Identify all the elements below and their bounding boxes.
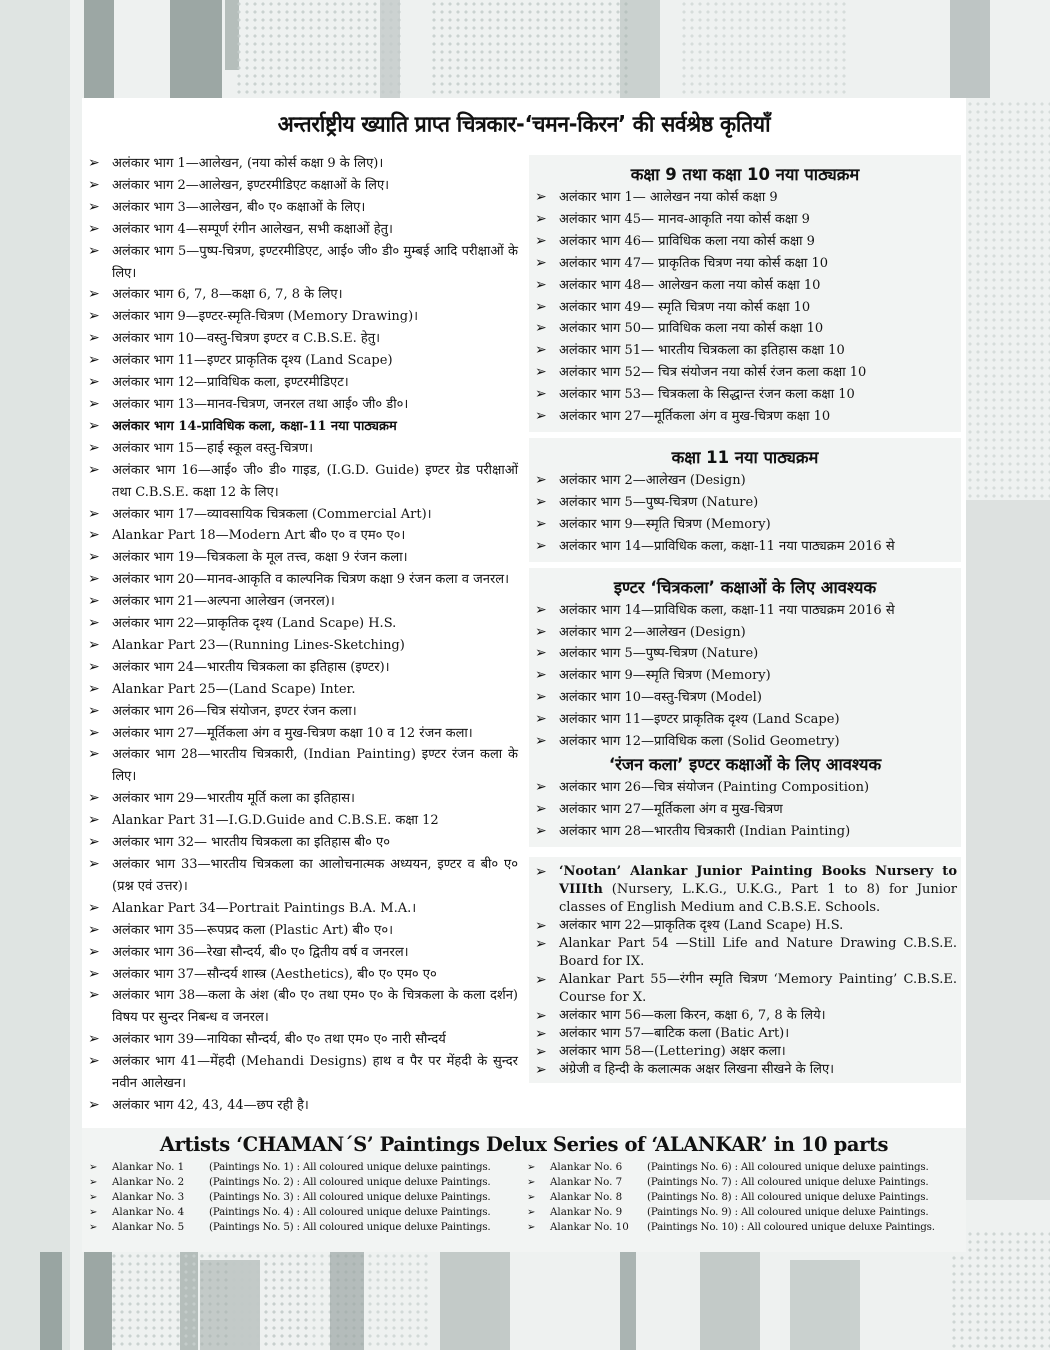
list-item-text: Alankar Part 54 —Still Life and Nature Drawing C.B.S.E. Board for IX.: [559, 935, 957, 969]
deluxe-name: Alankar No. 3: [112, 1191, 185, 1203]
list-item: [533, 318, 957, 340]
list-item: [533, 1043, 957, 1061]
panel-title: कक्षा 11 नया पाठ्यक्रम: [671, 447, 819, 467]
deluxe-desc: (Paintings No. 10) : All coloured unique deluxe Paintings.: [647, 1221, 935, 1233]
list-item-text: अलंकार भाग 3—आलेखन, बी० ए० कक्षाओं के लिए।: [112, 199, 366, 215]
arrow-bullet-icon: ➢: [535, 601, 547, 618]
arrow-bullet-icon: ➢: [88, 286, 100, 303]
list-item-text: अलंकार भाग 19—चित्रकला के मूल तत्त्व, कक्षा 9 रंजन कला।: [112, 550, 408, 566]
list-item-text: अलंकार भाग 11—इण्टर प्राकृतिक दृश्य (Land Scape): [559, 712, 840, 728]
arrow-bullet-icon: ➢: [535, 515, 547, 532]
list-item: [86, 942, 518, 964]
arrow-bullet-icon: ➢: [535, 1007, 547, 1024]
list-item-text: अलंकार भाग 1— आलेखन नया कोर्स कक्षा 9: [559, 190, 778, 205]
arrow-bullet-icon: ➢: [535, 711, 547, 728]
list-item: [86, 832, 518, 854]
list-item-text: अलंकार भाग 48— आलेखन कला नया कोर्स कक्षा 10: [559, 277, 821, 293]
list-item: [533, 665, 957, 687]
list-item-text: अलंकार भाग 28—भारतीय चित्रकारी (Indian Painting): [559, 823, 851, 839]
deluxe-row: [86, 1160, 524, 1175]
list-item-text: अलंकार भाग 2—आलेखन (Design): [559, 472, 746, 488]
arrow-bullet-icon: ➢: [535, 971, 547, 988]
arrow-bullet-icon: ➢: [535, 733, 547, 750]
list-item: [86, 854, 518, 898]
list-item-text: अलंकार भाग 36—रेखा सौन्दर्य, बी० ए० द्वितीय वर्ष व जनरल।: [112, 944, 409, 960]
list-item: [533, 709, 957, 731]
arrow-bullet-icon: ➢: [535, 623, 547, 640]
list-item: [533, 209, 957, 231]
list-item: [86, 613, 518, 635]
misc-list: [533, 863, 957, 1079]
list-item-text: अलंकार भाग 28—भारतीय चित्रकारी, (Indian Painting) इण्टर रंजन कला के लिए।: [112, 747, 518, 785]
list-item-text: अलंकार भाग 4—सम्पूर्ण रंगीन आलेखन, सभी कक्षाओं हेतु।: [112, 221, 393, 237]
arrow-bullet-icon: ➢: [88, 812, 100, 829]
list-item-text: अलंकार भाग 12—प्राविधिक कला, इण्टरमीडिएट।: [112, 375, 349, 391]
arrow-bullet-icon: ➢: [535, 276, 547, 293]
list-item-text: अलंकार भाग 51— भारतीय चित्रकला का इतिहास कक्षा 10: [559, 343, 845, 359]
arrow-bullet-icon: ➢: [88, 1053, 100, 1070]
deluxe-desc: (Paintings No. 1) : All coloured unique deluxe paintings.: [209, 1161, 491, 1173]
arrow-bullet-icon: ➢: [88, 724, 100, 741]
panel-list: [533, 187, 957, 428]
arrow-bullet-icon: ➢: [88, 593, 100, 610]
list-item-text: अलंकार भाग 14-प्राविधिक कला, कक्षा-11 नया पाठ्यक्रम: [112, 418, 397, 434]
deluxe-row: [524, 1160, 962, 1175]
arrow-bullet-icon: ➢: [535, 537, 547, 554]
arrow-bullet-icon: ➢: [88, 702, 100, 719]
list-item: [533, 470, 957, 492]
list-item-text: अलंकार भाग 22—प्राकृतिक दृश्य (Land Scape) H.S.: [559, 917, 844, 933]
list-item-text: अलंकार भाग 33—भारतीय चित्रकला का आलोचनात्मक अध्ययन, इण्टर व बी० ए० (प्रश्न एवं उत्तर)।: [112, 857, 518, 894]
list-item-text: अलंकार भाग 35—रूपप्रद कला (Plastic Art) बी० ए०।: [112, 922, 394, 938]
list-item-text: Alankar Part 34—Portrait Paintings B.A. M.A.।: [112, 900, 417, 916]
list-item: [533, 514, 957, 536]
list-item-text: अलंकार भाग 2—आलेखन (Design): [559, 624, 746, 640]
list-item: [86, 460, 518, 504]
arrow-bullet-icon: ➢: [88, 680, 100, 697]
arrow-bullet-icon: ➢: [535, 342, 547, 359]
list-item: [533, 492, 957, 514]
arrow-bullet-icon: ➢: [88, 856, 100, 872]
list-item: [86, 350, 518, 372]
arrow-bullet-icon: ➢: [535, 232, 547, 249]
main-book-list: [86, 153, 518, 1117]
arrow-bullet-icon: ➢: [527, 1192, 536, 1203]
list-item: [86, 504, 518, 526]
list-item-text: अलंकार भाग 27—मूर्तिकला अंग व मुख-चित्रण कक्षा 10: [559, 409, 831, 425]
list-item-text: अलंकार भाग 32— भारतीय चित्रकला का इतिहास बी० ए०: [112, 835, 391, 851]
arrow-bullet-icon: ➢: [88, 746, 100, 763]
list-item: [533, 536, 957, 558]
list-item: [86, 1095, 518, 1117]
list-item-text: Alankar Part 25—(Land Scape) Inter.: [112, 681, 356, 697]
arrow-bullet-icon: ➢: [535, 800, 547, 817]
deluxe-name: Alankar No. 2: [112, 1176, 185, 1188]
list-item-text: अलंकार भाग 22—प्राकृतिक दृश्य (Land Scape) H.S.: [112, 616, 397, 632]
panel-inter-chitrakala: [529, 568, 961, 847]
list-item-text: अलंकार भाग 1—आलेखन, (नया कोर्स कक्षा 9 के लिए)।: [112, 156, 384, 171]
arrow-bullet-icon: ➢: [89, 1162, 98, 1173]
list-item: [533, 187, 957, 209]
arrow-bullet-icon: ➢: [535, 863, 547, 880]
list-item-text: अलंकार भाग 14—प्राविधिक कला, कक्षा-11 नया पाठ्यक्रम 2016 से: [559, 538, 895, 554]
right-column: [529, 155, 961, 1089]
list-item: [86, 657, 518, 679]
list-item-text: अलंकार भाग 56—कला किरन, कक्षा 6, 7, 8 के लिये।: [559, 1007, 826, 1023]
panel-list: [533, 600, 957, 753]
panel-title: इण्टर ‘चित्रकला’ कक्षाओं के लिए आवश्यक: [613, 577, 877, 597]
catalog-sheet: [82, 98, 966, 1252]
list-item-text: अलंकार भाग 16—आई० जी० डी० गाइड, (I.G.D. Guide) इण्टर ग्रेड परीक्षाओं तथा C.B.S.E. कक्षा 12 के लिए।: [112, 462, 518, 500]
deluxe-name: Alankar No. 1: [112, 1161, 185, 1173]
arrow-bullet-icon: ➢: [88, 417, 100, 434]
list-item-text: अलंकार भाग 5—पुष्प-चित्रण (Nature): [559, 646, 759, 662]
arrow-bullet-icon: ➢: [535, 1061, 547, 1078]
list-item: [86, 197, 518, 219]
arrow-bullet-icon: ➢: [535, 298, 547, 315]
arrow-bullet-icon: ➢: [88, 439, 100, 456]
deluxe-series-section: [82, 1128, 966, 1252]
page-title: अन्तर्राष्ट्रीय ख्याति प्राप्त चित्रकार-‘चमन-किरन’ की सर्वश्रेष्ठ कृतियाँ: [277, 111, 771, 137]
list-item: [86, 920, 518, 942]
left-column: [86, 153, 518, 1117]
deluxe-name: Alankar No. 9: [550, 1206, 623, 1218]
arrow-bullet-icon: ➢: [535, 1043, 547, 1060]
list-item-emphasis: ‘Nootan’ Alankar Junior Painting Books Nursery to VIIIth: [559, 863, 957, 897]
deluxe-list-left: [86, 1160, 524, 1235]
deluxe-row: [86, 1190, 524, 1205]
deluxe-desc: (Paintings No. 5) : All coloured unique deluxe Paintings.: [209, 1221, 491, 1233]
list-item-text: Alankar Part 18—Modern Art बी० ए० व एम० ए०।: [112, 528, 406, 544]
list-item-text: अलंकार भाग 10—वस्तु-चित्रण इण्टर व C.B.S.E. हेतु।: [112, 331, 381, 347]
arrow-bullet-icon: ➢: [89, 1222, 98, 1233]
arrow-bullet-icon: ➢: [88, 374, 100, 391]
deluxe-name: Alankar No. 4: [112, 1206, 185, 1218]
list-item: [86, 701, 518, 723]
list-item: [86, 744, 518, 788]
arrow-bullet-icon: ➢: [535, 822, 547, 839]
arrow-bullet-icon: ➢: [535, 778, 547, 795]
list-item-text: अलंकार भाग 14—प्राविधिक कला, कक्षा-11 नया पाठ्यक्रम 2016 से: [559, 602, 895, 618]
list-item: [533, 406, 957, 428]
panel-list: [533, 470, 957, 558]
list-item: [533, 917, 957, 935]
list-item: [86, 306, 518, 328]
list-item-text: अलंकार भाग 37—सौन्दर्य शास्त्र (Aesthetics), बी० ए० एम० ए०: [112, 966, 437, 982]
arrow-bullet-icon: ➢: [88, 505, 100, 522]
deluxe-desc: (Paintings No. 6) : All coloured unique deluxe paintings.: [647, 1161, 929, 1173]
list-item-text: अलंकार भाग 49— स्मृति चित्रण नया कोर्स कक्षा 10: [559, 299, 811, 315]
deluxe-row: [524, 1175, 962, 1190]
list-item-text: अलंकार भाग 26—चित्र संयोजन (Painting Composition): [559, 779, 870, 795]
arrow-bullet-icon: ➢: [88, 330, 100, 347]
list-item-text: अलंकार भाग 41—मेंहदी (Mehandi Designs) हाथ व पैर पर मेंहदी के सुन्दर नवीन आलेखन।: [112, 1054, 518, 1092]
arrow-bullet-icon: ➢: [88, 198, 100, 215]
list-item-text: अलंकार भाग 10—वस्तु-चित्रण (Model): [559, 690, 762, 706]
deluxe-name: Alankar No. 7: [550, 1176, 623, 1188]
list-item: [533, 971, 957, 1007]
list-item-text: अलंकार भाग 42, 43, 44—छप रही है।: [112, 1097, 309, 1113]
list-item-text: अलंकार भाग 17—व्यावसायिक चित्रकला (Commercial Art)।: [112, 506, 432, 522]
arrow-bullet-icon: ➢: [88, 527, 100, 544]
list-item-text: अलंकार भाग 21—अल्पना आलेखन (जनरल)।: [112, 594, 335, 610]
arrow-bullet-icon: ➢: [88, 834, 100, 851]
arrow-bullet-icon: ➢: [88, 242, 100, 259]
list-item: [86, 525, 518, 547]
list-item: [86, 679, 518, 701]
arrow-bullet-icon: ➢: [88, 987, 100, 1004]
arrow-bullet-icon: ➢: [88, 176, 100, 193]
list-item: [533, 935, 957, 971]
panel-title: कक्षा 9 तथा कक्षा 10 नया पाठ्यक्रम: [630, 165, 860, 184]
arrow-bullet-icon: ➢: [527, 1162, 536, 1173]
list-item-text: अलंकार भाग 5—पुष्प-चित्रण (Nature): [559, 494, 759, 510]
arrow-bullet-icon: ➢: [527, 1222, 536, 1233]
deluxe-desc: (Paintings No. 2) : All coloured unique deluxe Paintings.: [209, 1176, 491, 1188]
list-item: [533, 600, 957, 622]
list-item-text: अलंकार भाग 24—भारतीय चित्रकला का इतिहास (इण्टर)।: [112, 659, 390, 675]
arrow-bullet-icon: ➢: [535, 364, 547, 381]
list-item-text: अलंकार भाग 58—(Lettering) अक्षर कला।: [559, 1043, 786, 1059]
arrow-bullet-icon: ➢: [535, 689, 547, 706]
list-item: [86, 284, 518, 306]
list-item: [86, 394, 518, 416]
list-item-text: अलंकार भाग 27—मूर्तिकला अंग व मुख-चित्रण कक्षा 10 व 12 रंजन कला।: [112, 725, 473, 741]
list-item-text: अलंकार भाग 29—भारतीय मूर्ति कला का इतिहास।: [112, 791, 355, 807]
list-item-text: अलंकार भाग 20—मानव-आकृति व काल्पनिक चित्रण कक्षा 9 रंजन कला व जनरल।: [112, 572, 509, 588]
deluxe-row: [524, 1205, 962, 1220]
list-item: [86, 985, 518, 1029]
list-item: [86, 175, 518, 197]
deluxe-row: [86, 1220, 524, 1235]
list-item-text: अंग्रेजी व हिन्दी के कलात्मक अक्षर लिखना सीखने के लिए।: [559, 1061, 835, 1077]
list-item: [86, 438, 518, 460]
list-item-text: अलंकार भाग 2—आलेखन, इण्टरमीडिएट कक्षाओं के लिए।: [112, 177, 390, 193]
arrow-bullet-icon: ➢: [535, 189, 547, 205]
arrow-bullet-icon: ➢: [88, 308, 100, 325]
list-item: [86, 898, 518, 920]
list-item-text: अलंकार भाग 27—मूर्तिकला अंग व मुख-चित्रण: [559, 801, 783, 817]
panel-subtitle: ‘रंजन कला’ इण्टर कक्षाओं के लिए आवश्यक: [608, 754, 882, 774]
deluxe-desc: (Paintings No. 8) : All coloured unique deluxe Paintings.: [647, 1191, 929, 1203]
panel-class-9-10: [529, 155, 961, 432]
list-item-text: Alankar Part 55—रंगीन स्मृति चित्रण ‘Memory Painting’ C.B.S.E. Course for X.: [559, 971, 957, 1005]
deluxe-desc: (Paintings No. 7) : All coloured unique deluxe Paintings.: [647, 1176, 929, 1188]
deluxe-row: [86, 1205, 524, 1220]
arrow-bullet-icon: ➢: [88, 615, 100, 632]
arrow-bullet-icon: ➢: [535, 493, 547, 510]
arrow-bullet-icon: ➢: [535, 645, 547, 662]
list-item-text: अलंकार भाग 9—इण्टर-स्मृति-चित्रण (Memory Drawing)।: [112, 309, 419, 325]
deluxe-desc: (Paintings No. 9) : All coloured unique deluxe Paintings.: [647, 1206, 929, 1218]
arrow-bullet-icon: ➢: [88, 155, 100, 171]
list-item: [533, 731, 957, 753]
arrow-bullet-icon: ➢: [535, 935, 547, 952]
list-item: [533, 1061, 957, 1079]
arrow-bullet-icon: ➢: [88, 461, 100, 478]
arrow-bullet-icon: ➢: [535, 320, 547, 337]
list-item: [533, 253, 957, 275]
list-item-text: अलंकार भाग 12—प्राविधिक कला (Solid Geometry): [559, 734, 840, 750]
list-item: [86, 1029, 518, 1051]
list-item: [86, 416, 518, 438]
list-item-text: अलंकार भाग 9—स्मृति चित्रण (Memory): [559, 516, 771, 532]
deluxe-name: Alankar No. 8: [550, 1191, 623, 1203]
list-item: [533, 622, 957, 644]
deluxe-desc: (Paintings No. 3) : All coloured unique deluxe Paintings.: [209, 1191, 491, 1203]
arrow-bullet-icon: ➢: [88, 549, 100, 566]
panel-sub-list: [533, 777, 957, 843]
deluxe-row: [524, 1220, 962, 1235]
deluxe-name: Alankar No. 10: [550, 1221, 629, 1233]
list-item-text: Alankar Part 23—(Running Lines-Sketching): [112, 637, 405, 653]
list-item: [86, 810, 518, 832]
list-item-text: अलंकार भाग 57—बाटिक कला (Batic Art)।: [559, 1025, 790, 1041]
arrow-bullet-icon: ➢: [535, 1025, 547, 1042]
arrow-bullet-icon: ➢: [88, 220, 100, 237]
list-item-text: अलंकार भाग 46— प्राविधिक कला नया कोर्स कक्षा 9: [559, 233, 815, 249]
list-item-text: अलंकार भाग 5—पुष्प-चित्रण, इण्टरमीडिएट, आई० जी० डी० मुम्बई आदि परीक्षाओं के लिए।: [112, 243, 518, 281]
list-item: [86, 547, 518, 569]
list-item: [533, 687, 957, 709]
list-item: [86, 569, 518, 591]
list-item: [86, 153, 518, 175]
list-item-text: अलंकार भाग 15—हाई स्कूल वस्तु-चित्रण।: [112, 440, 314, 456]
arrow-bullet-icon: ➢: [535, 471, 547, 488]
list-item-text: अलंकार भाग 45— मानव-आकृति नया कोर्स कक्षा 9: [559, 211, 810, 227]
deluxe-row: [86, 1175, 524, 1190]
panel-class-11: [529, 438, 961, 562]
list-item: [86, 372, 518, 394]
arrow-bullet-icon: ➢: [535, 210, 547, 227]
arrow-bullet-icon: ➢: [88, 899, 100, 916]
arrow-bullet-icon: ➢: [527, 1207, 536, 1218]
list-item-text: अलंकार भाग 39—नायिका सौन्दर्य, बी० ए० तथा एम० ए० नारी सौन्दर्य: [112, 1032, 446, 1048]
list-item: [533, 1007, 957, 1025]
list-item: [533, 231, 957, 253]
list-item: [533, 297, 957, 319]
deluxe-row: [524, 1190, 962, 1205]
arrow-bullet-icon: ➢: [88, 921, 100, 938]
list-item: [86, 788, 518, 810]
arrow-bullet-icon: ➢: [88, 790, 100, 807]
deluxe-name: Alankar No. 6: [550, 1161, 623, 1173]
list-item-text: Alankar Part 31—I.G.D.Guide and C.B.S.E. कक्षा 12: [112, 813, 439, 829]
list-item: [533, 384, 957, 406]
arrow-bullet-icon: ➢: [88, 943, 100, 960]
list-item: [533, 643, 957, 665]
arrow-bullet-icon: ➢: [88, 1031, 100, 1048]
arrow-bullet-icon: ➢: [535, 917, 547, 934]
arrow-bullet-icon: ➢: [89, 1207, 98, 1218]
arrow-bullet-icon: ➢: [535, 254, 547, 271]
list-item: [86, 964, 518, 986]
arrow-bullet-icon: ➢: [88, 658, 100, 675]
list-item: [86, 328, 518, 350]
list-item: [533, 362, 957, 384]
list-item: [533, 777, 957, 799]
list-item-text: अलंकार भाग 9—स्मृति चित्रण (Memory): [559, 668, 771, 684]
list-item: [533, 275, 957, 297]
deluxe-list-right: [524, 1160, 962, 1235]
arrow-bullet-icon: ➢: [527, 1177, 536, 1188]
list-item: [86, 241, 518, 285]
list-item: [86, 635, 518, 657]
list-item: [86, 591, 518, 613]
arrow-bullet-icon: ➢: [88, 636, 100, 653]
list-item-text: अलंकार भाग 6, 7, 8—कक्षा 6, 7, 8 के लिए।: [112, 287, 343, 303]
arrow-bullet-icon: ➢: [535, 667, 547, 684]
list-item: [533, 1025, 957, 1043]
list-item: [86, 219, 518, 241]
list-item-text: अलंकार भाग 53— चित्रकला के सिद्धान्त रंजन कला कक्षा 10: [559, 387, 855, 403]
arrow-bullet-icon: ➢: [89, 1177, 98, 1188]
arrow-bullet-icon: ➢: [88, 395, 100, 412]
list-item-text: (Nursery, L.K.G., U.K.G., Part 1 to 8) for Junior classes of English Medium and C.B.S.E. Schools.: [559, 881, 957, 915]
list-item: [533, 863, 957, 917]
arrow-bullet-icon: ➢: [88, 965, 100, 982]
list-item: [533, 340, 957, 362]
arrow-bullet-icon: ➢: [89, 1192, 98, 1203]
arrow-bullet-icon: ➢: [88, 571, 100, 588]
deluxe-name: Alankar No. 5: [112, 1221, 185, 1233]
list-item: [533, 821, 957, 843]
list-item-text: अलंकार भाग 52— चित्र संयोजन नया कोर्स रंजन कला कक्षा 10: [559, 365, 867, 381]
arrow-bullet-icon: ➢: [535, 386, 547, 403]
list-item-text: अलंकार भाग 50— प्राविधिक कला नया कोर्स कक्षा 10: [559, 321, 824, 337]
arrow-bullet-icon: ➢: [88, 1096, 100, 1113]
deluxe-series-title: Artists ‘CHAMAN´S’ Paintings Delux Series of ‘ALANKAR’ in 10 parts: [159, 1133, 889, 1156]
list-item-text: अलंकार भाग 11—इण्टर प्राकृतिक दृश्य (Land Scape): [112, 353, 393, 369]
arrow-bullet-icon: ➢: [535, 408, 547, 425]
list-item-text: अलंकार भाग 47— प्राकृतिक चित्रण नया कोर्स कक्षा 10: [559, 255, 829, 271]
list-item: [533, 799, 957, 821]
list-item-text: अलंकार भाग 26—चित्र संयोजन, इण्टर रंजन कला।: [112, 703, 357, 719]
list-item: [86, 1051, 518, 1095]
list-item-text: अलंकार भाग 13—मानव-चित्रण, जनरल तथा आई० जी० डी०।: [112, 396, 409, 412]
list-item: [86, 723, 518, 745]
list-item-text: अलंकार भाग 38—कला के अंश (बी० ए० तथा एम० ए० के चित्रकला के कला दर्शन) विषय पर सुन्दर निबन्ध व जनरल।: [112, 988, 518, 1026]
panel-misc: [529, 857, 961, 1083]
arrow-bullet-icon: ➢: [88, 352, 100, 369]
deluxe-desc: (Paintings No. 4) : All coloured unique deluxe Paintings.: [209, 1206, 491, 1218]
